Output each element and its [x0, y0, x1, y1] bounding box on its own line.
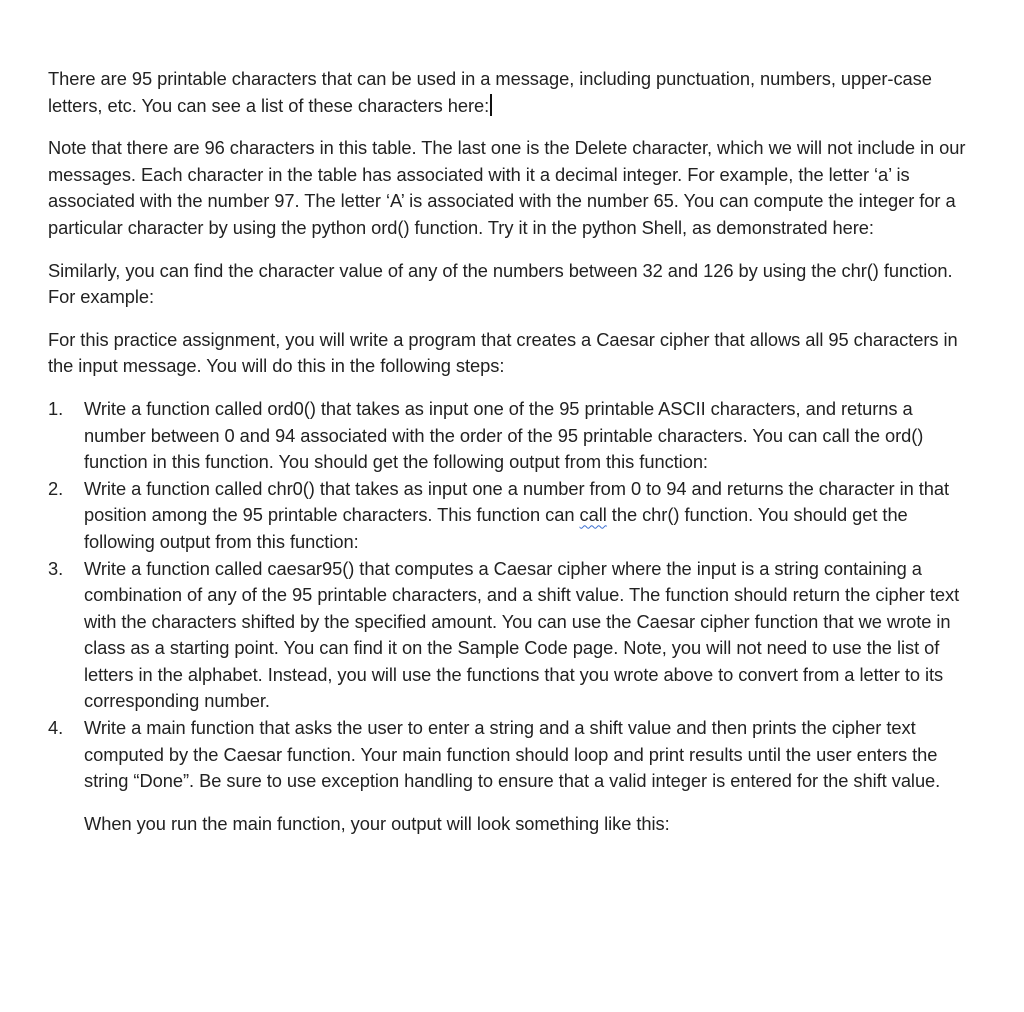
list-item-text: [84, 478, 949, 552]
intro-paragraph: [48, 66, 968, 119]
list-number: 4.: [48, 717, 64, 739]
list-item: [48, 556, 968, 716]
list-item-text: Write a function called caesar95() that computes a Caesar cipher where the input is a string containing a combination of any of the 95 printable characters, and a shift value. The function should return the cipher text with the characters shifted by the specified amount. You can use the Caesar cipher function that we wrote in class as a starting point. You can find it on the Sample Code page. Note, you will not need to use the list of letters in the alphabet. Instead, you will use the functions that you wrote above to convert from a letter to its corresponding number.: [84, 557, 960, 712]
list-item: [48, 715, 968, 795]
spellcheck-flagged-word[interactable]: call: [579, 504, 607, 526]
list-item-text: Write a function called ord0() that takes as input one of the 95 printable ASCII characters, and returns a number between 0 and 94 associated with the order of the 95 printable characters. You can call the ord() function in this function. You should get the following output from this function:: [84, 397, 924, 473]
assignment-paragraph: For this practice assignment, you will write a program that creates a Caesar cipher that allows all 95 characters in the input message. You will do this in the following steps:: [48, 328, 958, 377]
list-item: [48, 476, 968, 556]
list-item-text: Write a main function that asks the user to enter a string and a shift value and then prints the cipher text computed by the Caesar function. Your main function should loop and print results until the user enters the string “Done”. Be sure to use exception handling to ensure that a valid integer is entered for the shift value.: [84, 717, 941, 792]
list-number: 1.: [48, 397, 64, 419]
list-number: 2.: [48, 477, 64, 499]
closing-paragraph: When you run the main function, your output will look something like this:: [84, 812, 670, 834]
list-number: 3.: [48, 557, 64, 579]
intro-text: There are 95 printable characters that can be used in a message, including punctuation, numbers, upper-case letters, etc. You can see a list of these characters here:: [48, 68, 932, 116]
list-item: [48, 396, 968, 476]
table-note-paragraph: Note that there are 96 characters in this table. The last one is the Delete character, which we will not include in our messages. Each character in the table has associated with it a decimal integer. For example, the letter ‘a’ is associated with the number 97. The letter ‘A’ is associated with the number 65. You can compute the integer for a particular character by using the python ord() function. Try it in the python Shell, as demonstrated here:: [48, 137, 966, 238]
text-cursor: [490, 94, 492, 116]
document-body: [48, 66, 968, 853]
chr-paragraph: Similarly, you can find the character value of any of the numbers between 32 and 126 by using the chr() function. For example:: [48, 259, 953, 308]
steps-list: [48, 396, 968, 795]
list-item-text-after: the chr() function. You should get the following output from this function:: [84, 504, 908, 552]
list-item-text-before: Write a function called chr0() that takes as input one a number from 0 to 94 and returns the character in that position among the 95 printable characters. This function can: [84, 477, 950, 526]
